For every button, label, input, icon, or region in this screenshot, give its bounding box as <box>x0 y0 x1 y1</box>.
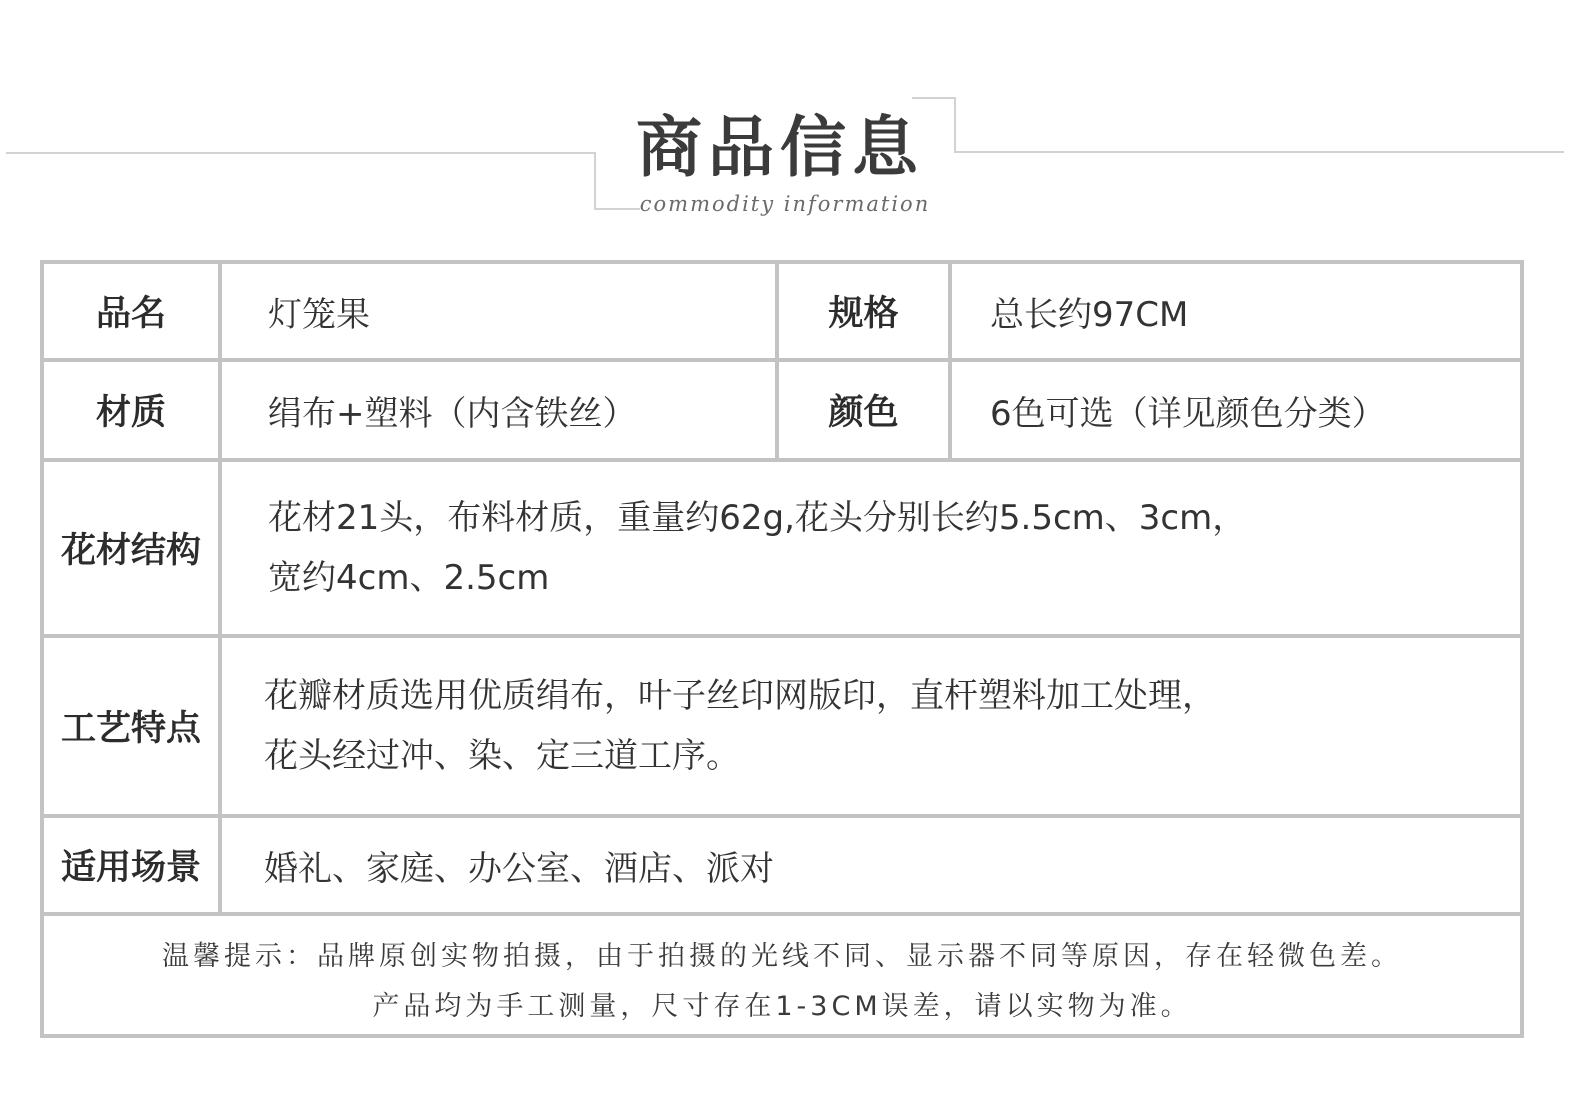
size-label: 规格 <box>828 294 899 334</box>
structure-label: 花材结构 <box>60 531 201 571</box>
color-label: 颜色 <box>828 393 899 433</box>
color-value: 6色可选（详见颜色分类） <box>990 393 1386 434</box>
size-value: 总长约97CM <box>990 294 1189 335</box>
structure-line: 花材21头，布料材质，重量约62g,花头分别长约5.5cm、3cm， <box>268 498 1247 538</box>
column-divider <box>218 264 222 912</box>
name-value: 灯笼果 <box>268 294 370 335</box>
page-title: 商品信息 <box>636 109 924 186</box>
product-spec-table <box>40 260 1524 1038</box>
material-value: 绢布+塑料（内含铁丝） <box>268 393 637 434</box>
craft-line: 花头经过冲、染、定三道工序。 <box>264 736 740 776</box>
header-right-rule <box>954 151 1564 153</box>
row-divider <box>44 912 1520 916</box>
page-subtitle: commodity information <box>639 192 931 216</box>
structure-line: 宽约4cm、2.5cm <box>268 558 550 598</box>
notice-line-1: 温馨提示：品牌原创实物拍摄，由于拍摄的光线不同、显示器不同等原因，存在轻微色差。 <box>162 941 1402 972</box>
craft-value <box>264 638 1504 814</box>
craft-label: 工艺特点 <box>60 709 201 749</box>
material-label: 材质 <box>95 393 166 433</box>
structure-value <box>268 462 1508 634</box>
name-label: 品名 <box>95 294 166 334</box>
header-right-bracket-top <box>912 97 956 99</box>
craft-line: 花瓣材质选用优质绢布，叶子丝印网版印，直杆塑料加工处理， <box>264 676 1216 716</box>
column-divider <box>948 264 952 458</box>
header-left-bracket-vertical <box>594 152 596 210</box>
usage-value: 婚礼、家庭、办公室、酒店、派对 <box>264 848 774 889</box>
notice-line-2: 产品均为手工测量，尺寸存在1-3CM误差，请以实物为准。 <box>372 991 1192 1022</box>
usage-label: 适用场景 <box>60 848 201 888</box>
header-left-rule <box>6 152 596 154</box>
